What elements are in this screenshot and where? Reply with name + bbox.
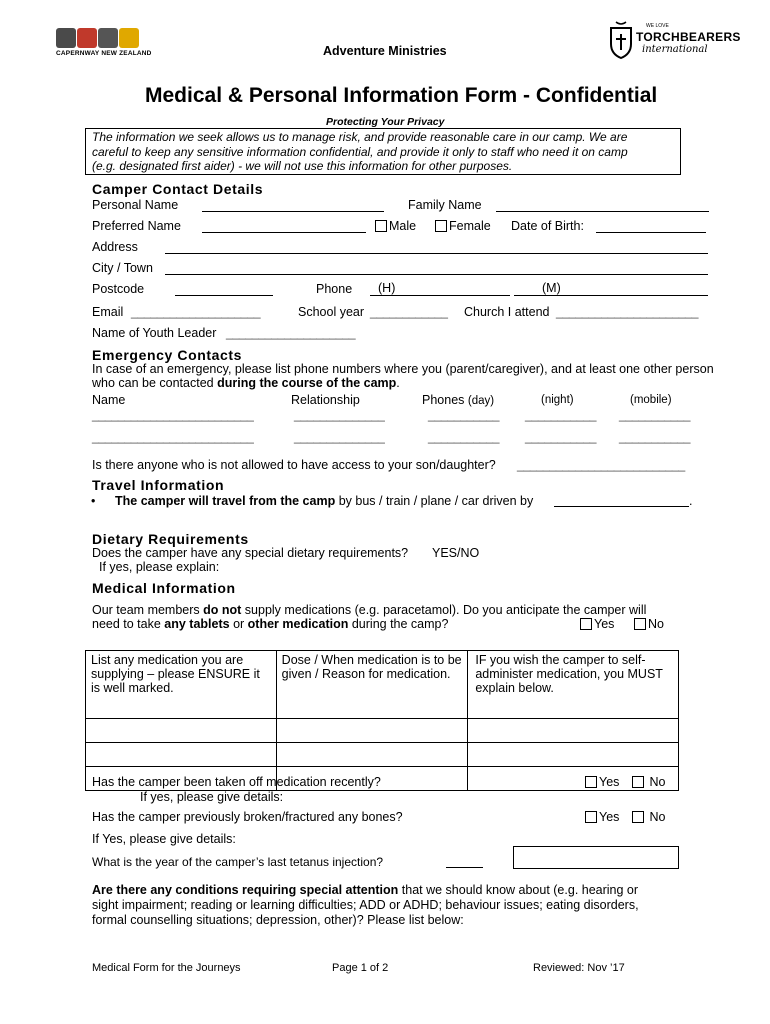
male-label: Male	[389, 219, 417, 233]
medication-table	[85, 650, 679, 791]
table-row	[86, 719, 679, 743]
taken-off-no-option[interactable]: No	[632, 775, 665, 789]
contact2-relationship[interactable]: ______________	[294, 430, 385, 444]
org-name: Adventure Ministries	[323, 44, 447, 58]
medication-header-self: IF you wish the camper to self-administer medication, you MUST explain below.	[468, 651, 679, 719]
address-label: Address	[92, 240, 138, 254]
email-label: Email	[92, 305, 124, 319]
col-relationship-label: Relationship	[291, 393, 360, 407]
email-field[interactable]: ____________________	[131, 305, 261, 319]
broken-yes-checkbox[interactable]	[585, 811, 597, 823]
privacy-line-2: careful to keep any sensitive information confidential, and provide it only to staff who need it on camp	[92, 144, 628, 159]
emergency-intro-2: who can be contacted during the course of the camp.	[92, 376, 400, 390]
medication-no-option[interactable]: No	[634, 617, 664, 631]
dietary-yesno[interactable]: YES/NO	[432, 546, 480, 560]
shield-icon	[608, 20, 634, 60]
medication-table-header-row	[86, 651, 679, 719]
broken-no-option[interactable]: No	[632, 810, 665, 824]
privacy-heading: Protecting Your Privacy	[326, 116, 445, 128]
contact2-night[interactable]: ___________	[525, 430, 596, 444]
capernway-logo	[56, 28, 152, 57]
footer-page: Page 1 of 2	[332, 962, 389, 974]
col-name-label: Name	[92, 393, 126, 407]
broken-question: Has the camper previously broken/fractured any bones?	[92, 810, 403, 824]
medication-cell[interactable]	[276, 743, 468, 767]
logo-right-script: international	[642, 44, 708, 55]
medication-cell[interactable]	[276, 719, 468, 743]
church-field[interactable]: ______________________	[556, 305, 698, 319]
contact1-night[interactable]: ___________	[525, 408, 596, 422]
contact1-mobile[interactable]: ___________	[619, 408, 690, 422]
travel-bullet: •	[91, 494, 96, 508]
col-mobile-label: (mobile)	[630, 394, 672, 406]
phone-label: Phone	[316, 282, 353, 296]
youth-leader-field[interactable]: ____________________	[226, 326, 356, 340]
dob-field[interactable]	[596, 232, 706, 233]
tetanus-question: What is the year of the camper’s last tetanus injection?	[92, 855, 384, 869]
dietary-heading: Dietary Requirements	[92, 531, 249, 547]
phone-h-label: (H)	[378, 281, 396, 295]
dietary-question: Does the camper have any special dietary requirements?	[92, 546, 409, 560]
school-year-field[interactable]: ____________	[370, 305, 448, 319]
contact1-relationship[interactable]: ______________	[294, 408, 385, 422]
emergency-heading: Emergency Contacts	[92, 347, 243, 363]
dietary-explain: If yes, please explain:	[99, 560, 220, 574]
church-label: Church I attend	[464, 305, 550, 319]
logo-left-text: CAPERNWAY NEW ZEALAND	[56, 50, 152, 57]
youth-leader-label: Name of Youth Leader	[92, 326, 217, 340]
taken-off-no-checkbox[interactable]	[632, 776, 644, 788]
family-name-field[interactable]	[496, 211, 709, 212]
tetanus-box[interactable]	[513, 846, 679, 869]
taken-off-yes-checkbox[interactable]	[585, 776, 597, 788]
city-label: City / Town	[92, 261, 153, 275]
dob-label: Date of Birth:	[511, 219, 584, 233]
personal-name-field[interactable]	[202, 211, 384, 212]
female-option[interactable]	[435, 219, 491, 233]
contact2-name[interactable]: _________________________	[92, 430, 254, 444]
family-name-label: Family Name	[408, 198, 482, 212]
female-label: Female	[449, 219, 491, 233]
travel-line: The camper will travel from the camp by bus / train / plane / car driven by	[115, 494, 534, 508]
logo-right-small: WE LOVE	[646, 23, 669, 29]
medication-yes-option[interactable]: Yes	[580, 617, 614, 631]
contact2-mobile[interactable]: ___________	[619, 430, 690, 444]
medical-heading: Medical Information	[92, 580, 236, 596]
preferred-name-label: Preferred Name	[92, 219, 181, 233]
privacy-box	[85, 128, 681, 175]
conditions-line-1: Are there any conditions requiring special attention that we should know about (e.g. hearing or	[92, 883, 639, 897]
medication-cell[interactable]	[468, 743, 679, 767]
logo-tile-cross	[119, 28, 139, 48]
camper-heading: Camper Contact Details	[92, 181, 264, 197]
not-allowed-question: Is there anyone who is not allowed to have access to your son/daughter?	[92, 458, 496, 472]
broken-details: If Yes, please give details:	[92, 832, 236, 846]
col-night-label: (night)	[541, 394, 574, 406]
postcode-field[interactable]	[175, 295, 273, 296]
broken-yes-option[interactable]: Yes	[585, 810, 619, 824]
travel-period: .	[689, 494, 693, 508]
conditions-line-3: formal counselling situations; depression, other)? Please list below:	[92, 913, 464, 927]
col-phones-label: Phones (day)	[422, 393, 495, 407]
not-allowed-field[interactable]: __________________________	[517, 458, 685, 472]
male-option[interactable]	[375, 219, 416, 233]
phone-h-field[interactable]	[370, 295, 510, 296]
school-year-label: School year	[298, 305, 365, 319]
male-checkbox[interactable]	[375, 220, 387, 232]
personal-name-label: Personal Name	[92, 198, 179, 212]
privacy-line-3: (e.g. designated first aider) - we will not use this information for other purposes.	[92, 159, 513, 173]
contact1-name[interactable]: _________________________	[92, 408, 254, 422]
medication-header-dose: Dose / When medication is to be given / Reason for medication.	[276, 651, 468, 719]
broken-no-checkbox[interactable]	[632, 811, 644, 823]
medical-para-1: Our team members do not supply medications (e.g. paracetamol). Do you anticipate the camper will	[92, 603, 647, 617]
travel-heading: Travel Information	[92, 477, 225, 493]
contact2-day[interactable]: ___________	[428, 430, 499, 444]
medication-cell[interactable]	[468, 719, 679, 743]
conditions-line-2: sight impairment; reading or learning difficulties; ADD or ADHD; behaviour issues; eating disorders,	[92, 898, 639, 912]
medical-para-2: need to take any tablets or other medication during the camp?	[92, 617, 449, 631]
tetanus-field[interactable]	[446, 867, 483, 868]
table-row	[86, 743, 679, 767]
taken-off-yes-option[interactable]: Yes	[585, 775, 619, 789]
travel-driver-field[interactable]	[554, 506, 689, 507]
phone-m-field[interactable]	[514, 295, 708, 296]
logo-tile-g	[56, 28, 76, 48]
preferred-name-field[interactable]	[202, 232, 366, 233]
taken-off-question: Has the camper been taken off medication recently?	[92, 775, 381, 789]
page-title: Medical & Personal Information Form - Confidential	[145, 84, 658, 107]
taken-off-details: If yes, please give details:	[140, 790, 284, 804]
emergency-intro-1: In case of an emergency, please list phone numbers where you (parent/caregiver), and at least one other person	[92, 362, 714, 376]
footer-reviewed: Reviewed: Nov ’17	[533, 962, 625, 974]
logo-right-big: TORCHBEARERS	[636, 30, 741, 44]
medication-no-checkbox[interactable]	[634, 618, 646, 630]
footer-left: Medical Form for the Journeys	[92, 962, 241, 974]
privacy-line-1: The information we seek allows us to manage risk, and provide reasonable care in our camp. We are	[92, 130, 628, 144]
medication-yes-checkbox[interactable]	[580, 618, 592, 630]
medication-cell[interactable]	[86, 719, 277, 743]
logo-tile-kiwi	[77, 28, 97, 48]
logo-tile-mountain	[98, 28, 118, 48]
medication-cell[interactable]	[86, 743, 277, 767]
postcode-label: Postcode	[92, 282, 145, 296]
female-checkbox[interactable]	[435, 220, 447, 232]
contact1-day[interactable]: ___________	[428, 408, 499, 422]
address-field[interactable]	[165, 253, 708, 254]
city-field[interactable]	[165, 274, 708, 275]
phone-m-label: (M)	[542, 281, 561, 295]
medication-header-list: List any medication you are supplying – please ENSURE it is well marked.	[86, 651, 277, 719]
